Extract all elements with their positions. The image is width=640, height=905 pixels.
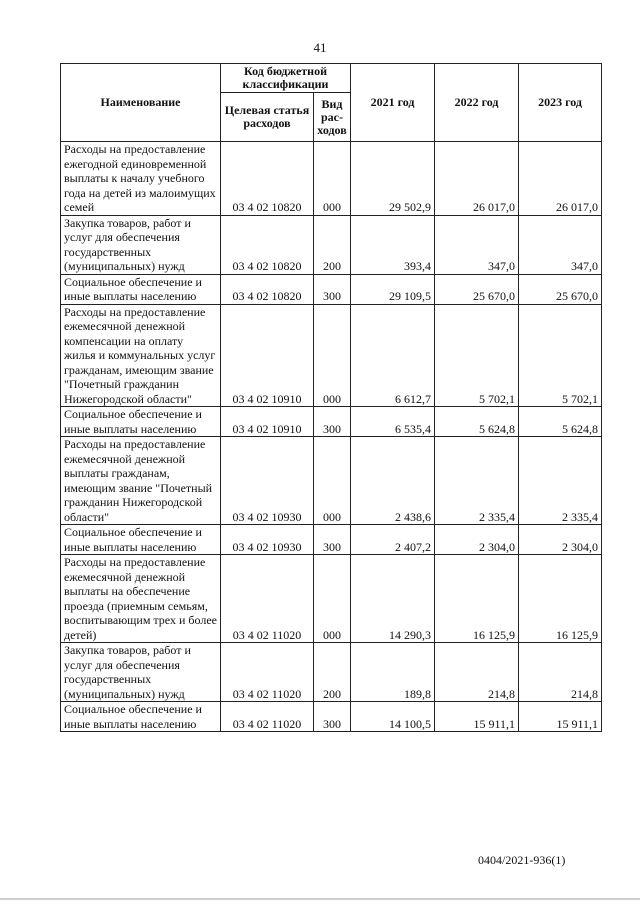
row-expense-kind: 000 <box>314 304 351 407</box>
header-kind: Вид рас-ходов <box>314 93 351 142</box>
row-expense-kind: 200 <box>314 215 351 274</box>
row-value-2023: 15 911,1 <box>519 702 602 732</box>
row-value-2022: 2 304,0 <box>435 525 519 555</box>
row-target-code: 03 4 02 11020 <box>221 643 314 702</box>
row-value-2022: 15 911,1 <box>435 702 519 732</box>
row-expense-kind: 300 <box>314 407 351 437</box>
header-2021: 2021 год <box>351 64 435 142</box>
table-row <box>61 702 602 732</box>
row-value-2023: 214,8 <box>519 643 602 702</box>
row-expense-kind: 000 <box>314 555 351 643</box>
header-target: Целевая статья расходов <box>221 93 314 142</box>
header-2023: 2023 год <box>519 64 602 142</box>
row-value-2023: 26 017,0 <box>519 142 602 216</box>
row-value-2023: 2 335,4 <box>519 437 602 525</box>
scan-edge-line <box>0 898 640 900</box>
row-name: Закупка товаров, работ и услуг для обеспечения государственных (муниципальных) нужд <box>61 215 221 274</box>
row-value-2022: 2 335,4 <box>435 437 519 525</box>
table-row <box>61 555 602 643</box>
row-value-2022: 347,0 <box>435 215 519 274</box>
row-value-2021: 14 100,5 <box>351 702 435 732</box>
row-name: Социальное обеспечение и иные выплаты населению <box>61 407 221 437</box>
table-row <box>61 215 602 274</box>
row-target-code: 03 4 02 10820 <box>221 215 314 274</box>
row-value-2023: 25 670,0 <box>519 274 602 304</box>
row-expense-kind: 000 <box>314 142 351 216</box>
row-name: Расходы на предоставление ежегодной единовременной выплаты к началу учебного года на детей из малоимущих семей <box>61 142 221 216</box>
row-expense-kind: 200 <box>314 643 351 702</box>
table-row <box>61 643 602 702</box>
row-target-code: 03 4 02 10910 <box>221 407 314 437</box>
row-target-code: 03 4 02 11020 <box>221 702 314 732</box>
row-expense-kind: 300 <box>314 525 351 555</box>
row-target-code: 03 4 02 10930 <box>221 525 314 555</box>
table-row <box>61 274 602 304</box>
row-expense-kind: 300 <box>314 274 351 304</box>
row-name: Социальное обеспечение и иные выплаты населению <box>61 274 221 304</box>
row-value-2021: 29 109,5 <box>351 274 435 304</box>
header-name: Наименование <box>61 64 221 142</box>
row-value-2021: 189,8 <box>351 643 435 702</box>
row-value-2022: 5 702,1 <box>435 304 519 407</box>
row-target-code: 03 4 02 10930 <box>221 437 314 525</box>
row-value-2023: 347,0 <box>519 215 602 274</box>
row-value-2021: 6 535,4 <box>351 407 435 437</box>
row-value-2021: 2 407,2 <box>351 525 435 555</box>
row-expense-kind: 000 <box>314 437 351 525</box>
row-target-code: 03 4 02 11020 <box>221 555 314 643</box>
row-name: Закупка товаров, работ и услуг для обеспечения государственных (муниципальных) нужд <box>61 643 221 702</box>
row-name: Социальное обеспечение и иные выплаты населению <box>61 525 221 555</box>
row-name: Социальное обеспечение и иные выплаты населению <box>61 702 221 732</box>
row-value-2021: 14 290,3 <box>351 555 435 643</box>
row-value-2022: 26 017,0 <box>435 142 519 216</box>
header-2022: 2022 год <box>435 64 519 142</box>
row-value-2022: 5 624,8 <box>435 407 519 437</box>
row-value-2023: 5 624,8 <box>519 407 602 437</box>
row-expense-kind: 300 <box>314 702 351 732</box>
row-value-2023: 2 304,0 <box>519 525 602 555</box>
row-value-2021: 29 502,9 <box>351 142 435 216</box>
row-target-code: 03 4 02 10820 <box>221 142 314 216</box>
row-value-2022: 25 670,0 <box>435 274 519 304</box>
row-name: Расходы на предоставление ежемесячной денежной выплаты гражданам, имеющим звание "Почетный гражданин Нижегородской области" <box>61 437 221 525</box>
row-value-2021: 2 438,6 <box>351 437 435 525</box>
table-row <box>61 437 602 525</box>
row-value-2022: 16 125,9 <box>435 555 519 643</box>
table-row <box>61 304 602 407</box>
table-row <box>61 407 602 437</box>
row-value-2022: 214,8 <box>435 643 519 702</box>
row-target-code: 03 4 02 10910 <box>221 304 314 407</box>
header-kbk: Код бюджетной классификации <box>221 64 351 93</box>
table-row <box>61 525 602 555</box>
budget-table <box>60 63 602 732</box>
row-name: Расходы на предоставление ежемесячной денежной выплаты на обеспечение проезда (приемным семьям, воспитывающим трех и более детей) <box>61 555 221 643</box>
document-code: 0404/2021-936(1) <box>478 853 566 867</box>
row-value-2021: 6 612,7 <box>351 304 435 407</box>
row-value-2023: 16 125,9 <box>519 555 602 643</box>
row-value-2023: 5 702,1 <box>519 304 602 407</box>
row-value-2021: 393,4 <box>351 215 435 274</box>
table-row <box>61 142 602 216</box>
page-number: 41 <box>313 40 327 55</box>
row-target-code: 03 4 02 10820 <box>221 274 314 304</box>
row-name: Расходы на предоставление ежемесячной денежной компенсации на оплату жилья и коммунальных услуг гражданам, имеющим звание "Почетный гражданин Нижегородской области" <box>61 304 221 407</box>
